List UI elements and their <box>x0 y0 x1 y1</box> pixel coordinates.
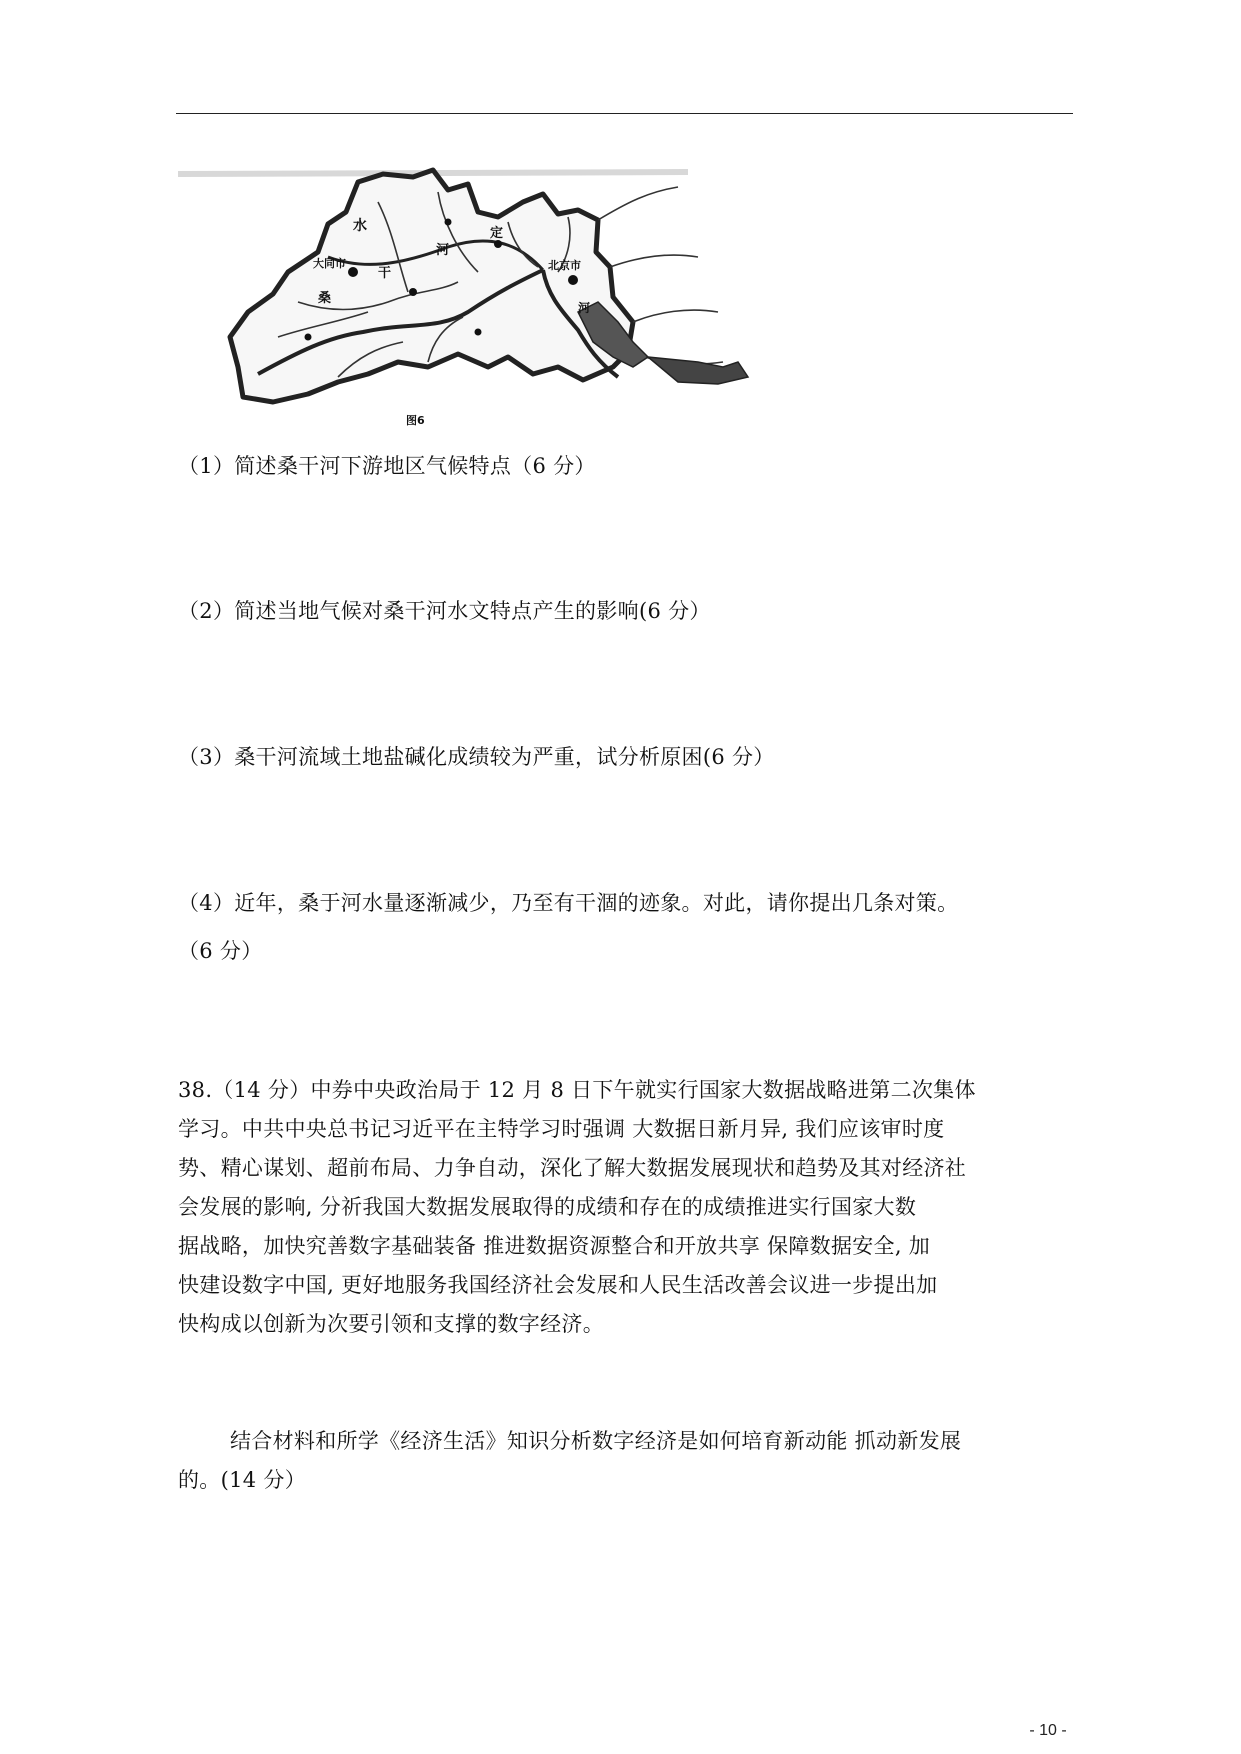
map-label-he-2: 河 <box>578 301 591 315</box>
map-label-he: 河 <box>436 243 450 258</box>
material-line: 快建设数字中国, 更好地服务我国经济社会发展和人民生活改善会议进一步提出加 <box>178 1273 938 1297</box>
material-line: 38.（14 分）中券中央政治局于 12 月 8 日下午就实行国家大数据战略进第二次集体 <box>178 1078 976 1102</box>
task-line: 结合材料和所学《经济生活》知识分析数字经济是如何培育新动能 抓动新发展 <box>230 1429 962 1453</box>
material-line: 势、精心谋划、超前布局、力争自动，深化了解大数据发展现状和趋势及其对经济社 <box>178 1156 967 1180</box>
material-line: 据战略，加快究善数字基础装备 推进数据资源整合和开放共享 保障数据安全, 加 <box>178 1234 931 1258</box>
map-label-shui: 水 <box>353 218 367 234</box>
map-label-datong: 大同市 <box>313 257 346 270</box>
question-1: （1）简述桑干河下游地区气候特点（6 分） <box>178 454 596 478</box>
question-38-task <box>178 1422 1078 1500</box>
map-label-gan: 干 <box>378 266 392 281</box>
material-line: 快构成以创新为次要引领和支撑的数字经济。 <box>178 1312 604 1336</box>
question-2: （2）简述当地气候对桑干河水文特点产生的影响(6 分） <box>178 599 711 623</box>
question-3: （3）桑干河流域土地盐碱化成绩较为严重，试分析原困(6 分） <box>178 745 775 769</box>
map-label-ding: 定 <box>490 226 504 241</box>
task-line: 的。(14 分） <box>178 1468 306 1492</box>
question-4-score: （6 分） <box>178 939 263 963</box>
header-rule <box>176 113 1073 114</box>
river-map-figure <box>178 162 758 437</box>
material-line: 学习。中共中央总书记习近平在主特学习时强调 大数据日新月异, 我们应该审时度 <box>178 1117 945 1141</box>
figure-caption: 图6 <box>406 414 425 427</box>
map-label-sang: 桑 <box>318 291 332 306</box>
map-label-beijing: 北京市 <box>548 259 581 272</box>
river-basin-map <box>178 162 758 437</box>
material-line: 会发展的影响, 分祈我国大数据发展取得的成绩和存在的成绩推进实行国家大数 <box>178 1195 917 1219</box>
question-4: （4）近年，桑于河水量逐渐减少，乃至有干涸的迹象。对此，请你提出几条对策。 <box>178 891 959 915</box>
question-38-material <box>178 1071 1078 1344</box>
page-number: - 10 - <box>1029 1722 1067 1739</box>
